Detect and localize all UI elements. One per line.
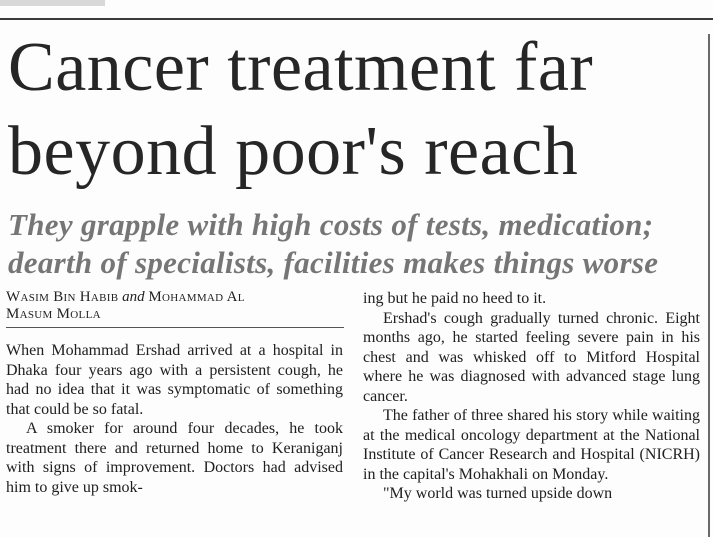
subheadline-line-1: They grapple with high costs of tests, medication; [8, 207, 654, 242]
article-column-right [363, 289, 700, 504]
headline-line-2: beyond poor's reach [8, 113, 579, 190]
byline [6, 289, 346, 323]
headline [8, 26, 698, 194]
paragraph: ing but he paid no heed to it. [363, 290, 547, 307]
paragraph: Ershad's cough gradually turned chronic. Eight months ago, he started feeling severe pain in his chest and was whisked off to Mitford Hospital where he was diagnosed with advanced stage lung cancer. [363, 309, 700, 405]
subheadline-line-2: dearth of specialists, facilities makes things worse [8, 245, 659, 280]
paragraph: A smoker for around four decades, he took treatment there and returned home to Keraniganj with signs of improvement. Doctors had advised him to give up smok- [6, 420, 343, 496]
author-name-2-part-1: Mohammad Al [148, 289, 245, 305]
byline-divider [6, 327, 344, 328]
author-name-2-part-2: Masum Molla [6, 306, 101, 322]
column-divider [708, 34, 710, 537]
byline-conjunction: and [122, 289, 145, 305]
author-name-1: Wasim Bin Habib [6, 289, 119, 305]
headline-line-1: Cancer treatment far [8, 29, 594, 106]
top-divider [0, 18, 713, 20]
paragraph: The father of three shared his story while waiting at the medical oncology department at the National Institute of Cancer Research and Hospital (NICRH) in the capital's Mohakhali on Monday. [363, 407, 700, 483]
article-column-left [6, 341, 343, 497]
subheadline [8, 206, 698, 282]
paragraph: When Mohammad Ershad arrived at a hospital in Dhaka four years ago with a persistent cough, he had no idea that it was symptomatic of something that could be so fatal. [6, 342, 343, 418]
section-header-fragment [0, 0, 105, 6]
paragraph: "My world was turned upside down [383, 485, 613, 502]
